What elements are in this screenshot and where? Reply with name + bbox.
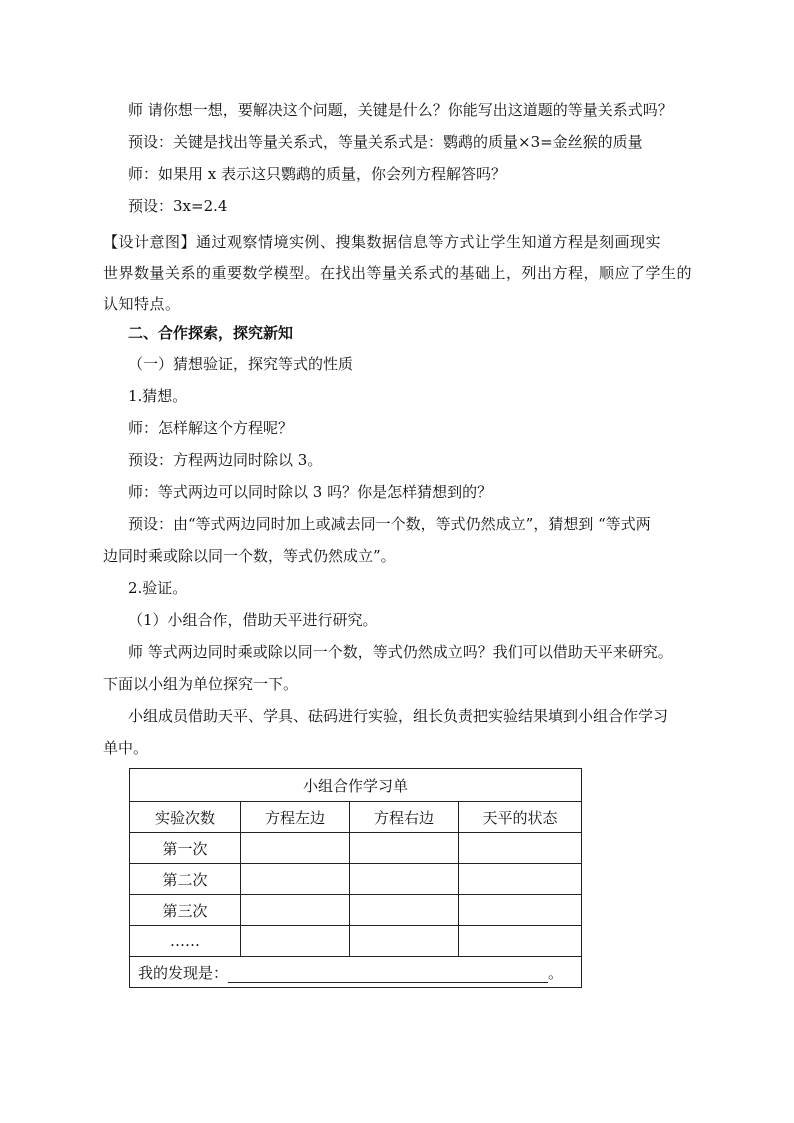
table-row (130, 864, 582, 895)
step-group-work: （1）小组合作，借助天平进行研究。 (128, 611, 378, 629)
header-left-side: 方程左边 (241, 802, 350, 833)
blank-cell[interactable] (241, 895, 350, 926)
row-label: 第二次 (130, 864, 241, 895)
preset-answer-4: 预设：由“等式两边同时加上或减去同一个数，等式仍然成立”，猜想到 “等式两 (128, 515, 651, 533)
table-row (130, 833, 582, 864)
blank-cell[interactable] (350, 864, 459, 895)
blank-cell[interactable] (459, 926, 582, 957)
design-intent-line: 【设计意图】通过观察情境实例、搜集数据信息等方式让学生知道方程是刻画现实 (103, 233, 662, 251)
blank-cell[interactable] (350, 833, 459, 864)
finding-row (130, 957, 582, 988)
header-right-side: 方程右边 (350, 802, 459, 833)
preset-answer-3: 预设：方程两边同时除以 3。 (128, 451, 323, 469)
row-label: …… (130, 926, 241, 957)
teacher-question-1: 师 请你想一想，要解决这个问题，关键是什么？你能写出这道题的等量关系式吗？ (128, 101, 673, 119)
preset-answer-1: 预设：关键是找出等量关系式，等量关系式是：鹦鹉的质量×3=金丝猴的质量 (128, 133, 643, 151)
group-instructions-cont: 单中。 (103, 739, 149, 757)
row-label: 第一次 (130, 833, 241, 864)
finding-label: 我的发现是： (138, 963, 229, 982)
blank-cell[interactable] (241, 833, 350, 864)
table-row (130, 895, 582, 926)
design-intent-line: 世界数量关系的重要数学模型。在找出等量关系式的基础上，列出方程，顺应了学生的 (103, 264, 693, 282)
header-balance-state: 天平的状态 (459, 802, 582, 833)
header-trial: 实验次数 (130, 802, 241, 833)
step-verify: 2.验证。 (128, 579, 188, 597)
finding-end-mark: 。 (548, 963, 564, 982)
group-worksheet-table (129, 768, 582, 988)
step-guess: 1.猜想。 (128, 387, 188, 405)
preset-answer-4-cont: 边同时乘或除以同一个数，等式仍然成立”。 (103, 547, 396, 565)
teacher-question-5: 师 等式两边同时乘或除以同一个数，等式仍然成立吗？我们可以借助天平来研究。 (128, 643, 673, 661)
blank-cell[interactable] (241, 864, 350, 895)
finding-blank-line[interactable] (228, 968, 548, 983)
preset-answer-2: 预设：3x=2.4 (128, 197, 228, 215)
design-intent-paragraph (103, 232, 703, 325)
blank-cell[interactable] (350, 895, 459, 926)
teacher-question-2: 师：如果用 x 表示这只鹦鹉的质量，你会列方程解答吗？ (128, 165, 506, 183)
teacher-question-4: 师：等式两边可以同时除以 3 吗？你是怎样猜想到的？ (128, 483, 493, 501)
table-row (130, 926, 582, 957)
group-instructions: 小组成员借助天平、学具、砝码进行实验，组长负责把实验结果填到小组合作学习 (128, 707, 669, 725)
teacher-question-5-cont: 下面以小组为单位探究一下。 (103, 675, 299, 693)
blank-cell[interactable] (459, 864, 582, 895)
blank-cell[interactable] (241, 926, 350, 957)
subsection-heading: （一）猜想验证，探究等式的性质 (128, 355, 354, 373)
blank-cell[interactable] (459, 895, 582, 926)
blank-cell[interactable] (459, 833, 582, 864)
row-label: 第三次 (130, 895, 241, 926)
design-intent-line: 认知特点。 (103, 295, 181, 313)
section-heading: 二、合作探索，探究新知 (128, 324, 294, 342)
worksheet-title: 小组合作学习单 (130, 769, 582, 802)
teacher-question-3: 师：怎样解这个方程呢？ (128, 419, 294, 437)
blank-cell[interactable] (350, 926, 459, 957)
